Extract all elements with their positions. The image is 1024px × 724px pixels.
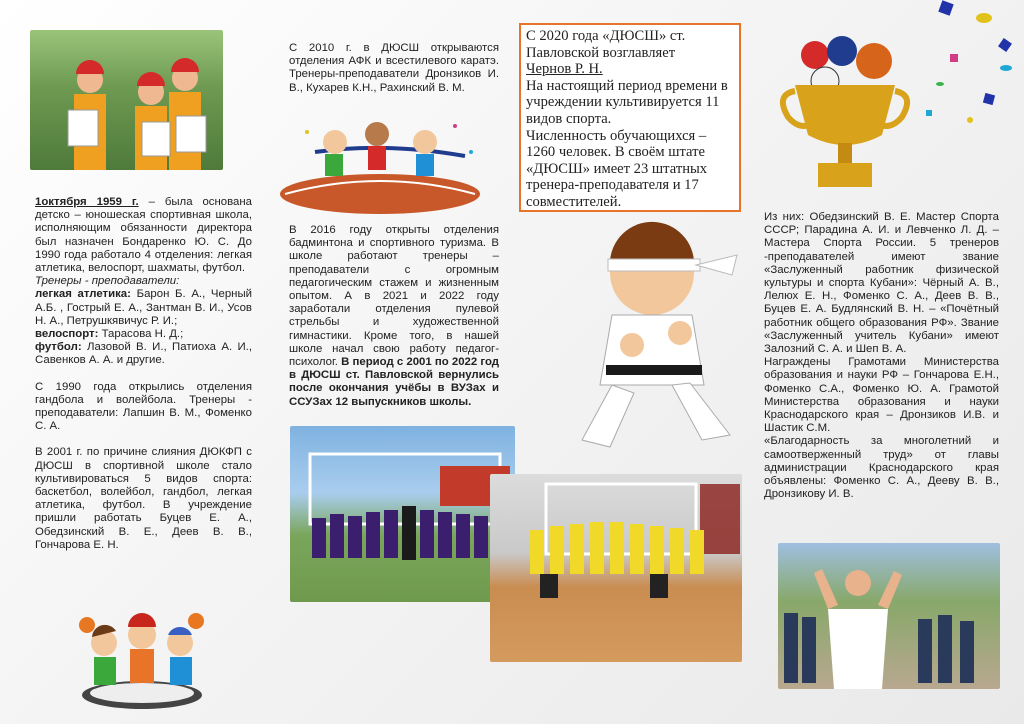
history-1990: С 1990 года открылись отделения гандбола и волейбола. Тренеры - преподаватели: Лапшин В. М., Фоменко С. А. — [35, 380, 252, 433]
history-2010-text: С 2010 г. в ДЮСШ открываются отделения АФК и всестилевого каратэ. Тренеры-преподаватели Дронзиков И. В., Кухарев К.Н., Рахинский В. М. — [289, 42, 499, 94]
director-intro: С 2020 года «ДЮСШ» ст. Павловской возглавляет — [526, 28, 686, 61]
gratitude-text: «Благодарность за многолетний и самоотверженный труд» от главы администрации Краснодарского края объявлены: Фоменко С. А., Дееву В. В., Дронзикову И. В. — [764, 435, 999, 501]
founded-date: 1октября 1959 г. — [35, 196, 139, 208]
cycling-coaches: Тарасова Н. Д.; — [101, 328, 184, 341]
founded-text: – была основана детско – юношеская спортивная школа, исполняющим обязанности директора был назначен Бондаренко Ю. С. До 1990 года работало 4 отделения: легкая атлетика, велоспорт, шахматы, футбол. — [35, 196, 252, 275]
history-1959 — [35, 196, 252, 552]
kids-chess-illustration — [72, 603, 212, 713]
history-2016-text: В 2016 году открыты отделения бадминтона и спортивного туризма. В школе работают тренеры – преподаватели с огромным педагогическим стажем и жизненным опытом. А в 2021 и 2022 году заработали отделения пулевой стрельбы и художественной гимнастики. Кроме того, в нашей школе начал свою работу педагог-психолог. — [289, 224, 499, 369]
cycling-label: велоспорт: — [35, 328, 99, 341]
director-info-box — [519, 23, 741, 212]
history-2001: В 2001 г. по причине слияния ДЮКФП с ДЮСШ в спортивной школе стало культивироваться 5 видов спорта: баскетбол, волейбол, гандбол, легкая атлетика, футбол. В учреждение пришли работать Буцев Е. А., Обедзинский В. Е., Деев В. В., Гончарова Е. Н. — [35, 446, 252, 551]
director-name: Чернов Р. Н. — [526, 61, 603, 78]
running-kids-illustration — [275, 112, 485, 217]
awards-text: Награждены Грамотами Министерства образования и науки РФ – Гончарова Е.Н., Фоменко С.А., Фоменко Ю. А. Грамотой Министерства образования и науки Краснодарского края – Дронзиков И.В. и Шастик С.М. — [764, 356, 999, 435]
sports-count: На настоящий период времени в учреждении культивируется 11 видов спорта. — [526, 77, 728, 127]
football-team-photo — [290, 426, 515, 602]
students-staff-count: Численность обучающихся – 1260 человек. В своём штате «ДЮСШ» имеет 23 штатных тренера-преподавателя и 17 совместителей. — [526, 127, 708, 210]
athletics-label: легкая атлетика: — [35, 288, 131, 301]
titles-and-awards — [764, 211, 999, 501]
history-2016 — [289, 224, 499, 409]
athletics-coaches: Барон Б. А., Черный А.Б. , Гострый Е. А., Зантман В. И., Усов Н. А., Петрушкявичус Р. И.; — [35, 288, 252, 327]
karate-kid-illustration — [572, 215, 742, 455]
history-2010 — [289, 42, 499, 95]
graduates-note: В период с 2001 по 2022 год в ДЮСШ ст. Павловской вернулись после окончания учёбы в ВУЗах и ССУЗах 12 выпускников школы. — [289, 356, 500, 408]
volleyball-team-photo — [490, 474, 742, 662]
coaches-heading: Тренеры - преподаватели: — [35, 275, 180, 288]
football-label: футбол: — [35, 341, 82, 354]
masters-text: Из них: Обедзинский В. Е. Мастер Спорта СССР; Парадина А. И. и Левченко Л. Д. – Мастера Спорта России. 5 тренеров -преподавателей имеют звание «Заслуженный работник физической культуры и спорта Кубани»: Чёрный А. В., Лелюх Е. Н., Фоменко С. А., Деев В. В., Буцев Е. А. Будлянский В. Н. – «Почётный работник общего образования РФ». Звание «Заслуженный учитель Кубани» имеют Залозний С. А. и Шеп В. А. — [764, 211, 999, 356]
certificates-photo — [30, 30, 223, 170]
confetti-decoration — [880, 0, 1024, 150]
football-coaches: Лазовой В. И., Патиоха А. И., Савенков А. А. и другие. — [35, 341, 252, 367]
coach-walking-photo — [778, 543, 1000, 689]
